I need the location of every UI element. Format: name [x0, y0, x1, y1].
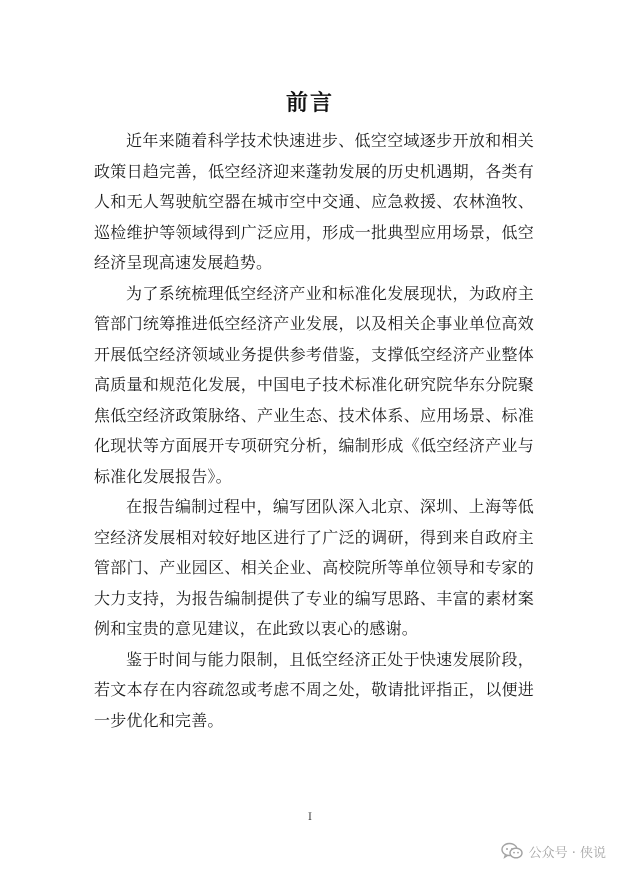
paragraph-1: 近年来随着科学技术快速进步、低空空域逐步开放和相关政策日趋完善，低空经济迎来蓬勃发展的历史机遇期，各类有人和无人驾驶航空器在城市空中交通、应急救援、农林渔牧、巡检维护等领域得到广泛应用，形成一批典型应用场景，低空经济呈现高速发展趋势。: [94, 131, 534, 272]
page-title: 前言: [285, 91, 334, 116]
page-number: I: [308, 812, 312, 823]
wechat-icon: [501, 842, 523, 860]
document-body: [94, 126, 534, 736]
watermark-text: 公众号 · 侠说: [528, 845, 606, 861]
paragraph-2: 为了系统梳理低空经济产业和标准化发展现状，为政府主管部门统筹推进低空经济产业发展，以及相关企事业单位高效开展低空经济领域业务提供参考借鉴，支撑低空经济产业整体高质量和规范化发展，中国电子技术标准化研究院华东分院聚焦低空经济政策脉络、产业生态、技术体系、应用场景、标准化现状等方面展开专项研究分析，编制形成《低空经济产业与标准化发展报告》。: [94, 283, 534, 486]
paragraph-4: 鉴于时间与能力限制，且低空经济正处于快速发展阶段，若文本存在内容疏忽或考虑不周之处，敬请批评指正，以便进一步优化和完善。: [94, 649, 534, 730]
watermark: [501, 840, 606, 862]
paragraph-3: 在报告编制过程中，编写团队深入北京、深圳、上海等低空经济发展相对较好地区进行了广泛的调研，得到来自政府主管部门、产业园区、相关企业、高校院所等单位领导和专家的大力支持，为报告编制提供了专业的编写思路、丰富的素材案例和宝贵的意见建议，在此致以衷心的感谢。: [94, 497, 534, 638]
